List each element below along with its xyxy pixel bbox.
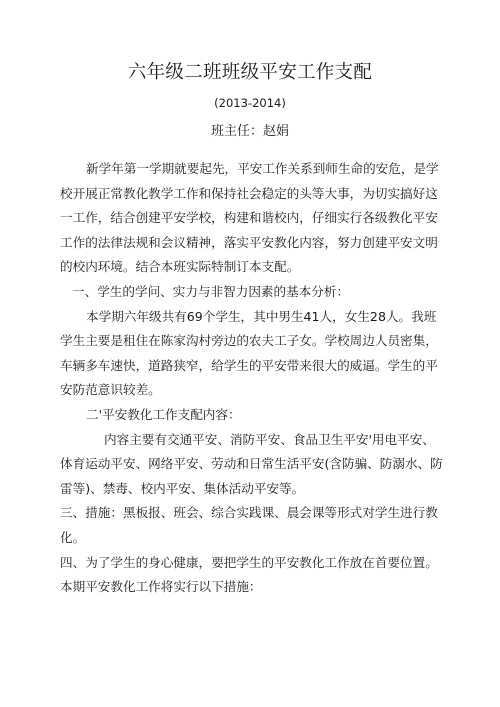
measures-paragraph: 三、措施：黑板报、班会、综合实践课、晨会课等形式对学生进行教化。 (60, 505, 438, 545)
content-paragraph: 内容主要有交通平安、消防平安、食品卫生平安'用电平安、体育运动平安、网络平安、劳动和日常生活平安(含防骗、防溺水、防雷等)、禁毒、校内平安、集体活动平安等。 (60, 431, 443, 496)
document-body (60, 157, 445, 600)
student-analysis-paragraph: 本学期六年级共有69个学生，其中男生41人，女生28人。我班学生主要是租住在陈家沟村旁边的农夫工子女。学校周边人员密集，车辆多车速快，道路狭窄，给学生的平安带来很大的威逼。学生的平安防范意识较差。 (60, 308, 438, 398)
health-paragraph: 四、为了学生的身心健康，要把学生的平安教化工作放在首要位置。本期平安教化工作将实行以下措施： (60, 554, 438, 595)
intro-paragraph: 新学年第一学期就要起先，平安工作关系到师生命的安危，是学校开展正常教化教学工作和保持社会稳定的头等大事，为切实搞好这一工作，结合创建平安学校，构建和谐校内，仔细实行各级教化平安工作的法律法规和会议精神，落实平安教化内容，努力创建平安文明的校内环境。结合本班实际特制订本支配。 (60, 161, 439, 275)
document-title: 六年级二班班级平安工作支配 (127, 62, 373, 83)
date-range: (2013-2014) (214, 96, 286, 110)
section-heading-2: 二'平安教化工作支配内容： (86, 406, 241, 422)
teacher-line: 班主任：赵娟 (210, 124, 289, 139)
section-heading-1: 一、学生的学问、实力与非智力因素的基本分析： (72, 283, 350, 299)
